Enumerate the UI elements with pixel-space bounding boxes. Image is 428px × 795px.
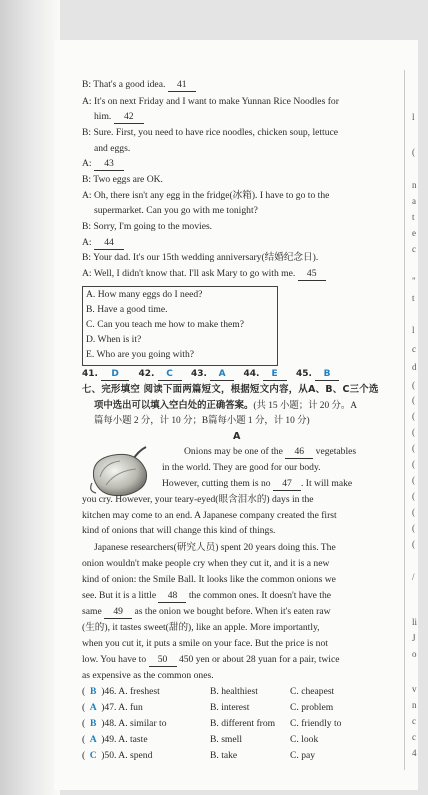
passage-line: same 49 as the onion we bought before. When it's eaten raw <box>82 606 331 617</box>
passage-line: kind of onion: the Smile Ball. It looks like the common onions we <box>82 574 336 585</box>
answer-value: A <box>210 368 234 381</box>
passage-line: onion wouldn't make people cry when they cut it, and it is a new <box>82 558 330 569</box>
mc-row: ( A )47. A. fun <box>82 702 143 713</box>
option-item: C. Can you teach me how to make them? <box>86 319 244 330</box>
answer-value: C <box>158 368 182 381</box>
edge-char: li <box>412 617 418 627</box>
dialogue-line: and eggs. <box>94 143 131 154</box>
mc-row: ( B )46. A. freshest <box>82 686 160 697</box>
passage-line: you cry. However, your teary-eyed(眼含泪水的) days in the <box>82 494 314 505</box>
edge-char: l <box>412 112 415 122</box>
edge-char: ( <box>412 411 415 421</box>
option-item: D. When is it? <box>86 334 142 345</box>
answer-blank: 41 <box>168 79 196 92</box>
mc-option: C. friendly to <box>290 718 342 729</box>
edge-char: ( <box>412 443 415 453</box>
answer-value: D <box>101 368 129 381</box>
section-heading-3: 篇每小题 2 分，计 10 分；B篇每小题 1 分，计 10 分) <box>94 416 310 426</box>
edge-char: ( <box>412 395 415 405</box>
mc-option: B. interest <box>210 702 250 713</box>
passage-line: in the world. They are good for our body. <box>162 462 321 473</box>
mc-answer: C <box>89 750 97 761</box>
edge-char: t <box>412 212 415 222</box>
edge-char: t <box>412 293 415 303</box>
edge-char: 4 <box>412 748 417 758</box>
edge-char: ( <box>412 147 415 157</box>
edge-char: J <box>412 633 416 643</box>
passage-line: when you cut it, it puts a smile on your face. But the price is not <box>82 638 328 649</box>
options-box <box>82 286 278 366</box>
next-page-edge <box>412 0 428 795</box>
passage-line: However, cutting them is no 47 . It will make <box>162 478 353 489</box>
mc-option: C. cheapest <box>290 686 335 697</box>
edge-char: ( <box>412 380 415 390</box>
edge-char: d <box>412 362 417 372</box>
edge-char: c <box>412 716 416 726</box>
edge-char: n <box>412 180 417 190</box>
dialogue-line: B: Two eggs are OK. <box>82 174 163 185</box>
mc-row: ( B )48. A. similar to <box>82 718 167 729</box>
page-gutter-shadow <box>0 0 60 795</box>
answer-blank: 44 <box>94 237 124 250</box>
edge-char: o <box>412 649 417 659</box>
section-heading-2: 项中选出可以填入空白处的正确答案。(共 15 小题；计 20 分。A <box>94 400 358 411</box>
dialogue-line: B: Your dad. It's our 15th wedding anniversary(结婚纪念日). <box>82 252 319 263</box>
dialogue-line: A: 44 <box>82 237 124 250</box>
edge-char: c <box>412 732 416 742</box>
answer-blank: 50 <box>149 654 177 667</box>
edge-char: n <box>412 700 417 710</box>
dialogue-line: B: Sure. First, you need to have rice noodles, chicken soup, lettuce <box>82 127 339 138</box>
edge-char: c <box>412 244 416 254</box>
answer-row: 41. D 42. C 43. A 44. E 45. B <box>82 368 339 381</box>
edge-char: ( <box>412 459 415 469</box>
edge-char: ( <box>412 427 415 437</box>
mc-option: B. smell <box>210 734 242 745</box>
dialogue-line: B: That's a good idea. 41 <box>82 79 196 92</box>
edge-char: ( <box>412 491 415 501</box>
answer-blank: 47 <box>273 478 301 491</box>
column-divider <box>404 70 405 770</box>
option-item: A. How many eggs do I need? <box>86 289 203 300</box>
edge-char: / <box>412 572 415 582</box>
mc-row: ( A )49. A. taste <box>82 734 148 745</box>
onion-image <box>86 441 156 499</box>
answer-blank: 48 <box>158 590 186 603</box>
edge-char: " <box>412 276 416 286</box>
dialogue-line: supermarket. Can you go with me tonight? <box>94 205 258 216</box>
passage-line: kind of onions that will change this kind of things. <box>82 525 276 536</box>
answer-blank: 46 <box>285 446 313 459</box>
mc-option: B. healthiest <box>210 686 258 697</box>
answer-blank: 43 <box>94 158 124 171</box>
passage-line: kitchen may come to an end. A Japanese company created the first <box>82 510 337 521</box>
edge-char: e <box>412 228 416 238</box>
section-heading: 七、完形填空 阅读下面两篇短文，根据短文内容，从A、B、C三个选 <box>82 384 379 395</box>
dialogue-line: A: Oh, there isn't any egg in the fridge(冰箱). I have to go to the <box>82 190 330 201</box>
mc-option: B. different from <box>210 718 276 729</box>
passage-line: Onions may be one of the 46 vegetables <box>184 446 357 457</box>
mc-option: B. take <box>210 750 238 761</box>
passage-line: see. But it is a little 48 the common ones. It doesn't have the <box>82 590 332 601</box>
answer-blank: 49 <box>104 606 132 619</box>
answer-blank: 45 <box>298 268 326 281</box>
dialogue-line: A: Well, I didn't know that. I'll ask Mary to go with me. 45 <box>82 268 326 281</box>
dialogue-line: him. 42 <box>94 111 144 124</box>
dialogue-line: B: Sorry, I'm going to the movies. <box>82 221 213 232</box>
mc-answer: A <box>89 702 97 713</box>
part-label: A <box>233 431 241 442</box>
mc-answer: B <box>90 718 97 729</box>
mc-option: C. pay <box>290 750 316 761</box>
mc-answer: A <box>89 734 97 745</box>
edge-char: ( <box>412 523 415 533</box>
dialogue-line: A: 43 <box>82 158 124 171</box>
answer-value: E <box>263 368 287 381</box>
edge-char: ( <box>412 507 415 517</box>
mc-answer: B <box>90 686 97 697</box>
edge-char: v <box>412 684 417 694</box>
option-item: B. Have a good time. <box>86 304 168 315</box>
option-item: E. Who are you going with? <box>86 349 194 360</box>
answer-blank: 42 <box>114 111 144 124</box>
answer-value: B <box>315 368 339 381</box>
mc-option: C. problem <box>290 702 334 713</box>
edge-char: l <box>412 325 415 335</box>
edge-char: c <box>412 344 416 354</box>
passage-line: Japanese researchers(研究人员) spent 20 years doing this. The <box>94 542 336 553</box>
mc-option: C. look <box>290 734 319 745</box>
edge-char: a <box>412 196 416 206</box>
passage-line: (生的), it tastes sweet(甜的), like an apple. More importantly, <box>82 622 320 633</box>
edge-char: ( <box>412 475 415 485</box>
passage-line: as expensive as the common ones. <box>82 670 214 681</box>
edge-char: ( <box>412 539 415 549</box>
dialogue-line: A: It's on next Friday and I want to make Yunnan Rice Noodles for <box>82 96 339 107</box>
mc-row: ( C )50. A. spend <box>82 750 153 761</box>
passage-line: low. You have to 50 450 yen or about 28 yuan for a pair, twice <box>82 654 340 665</box>
